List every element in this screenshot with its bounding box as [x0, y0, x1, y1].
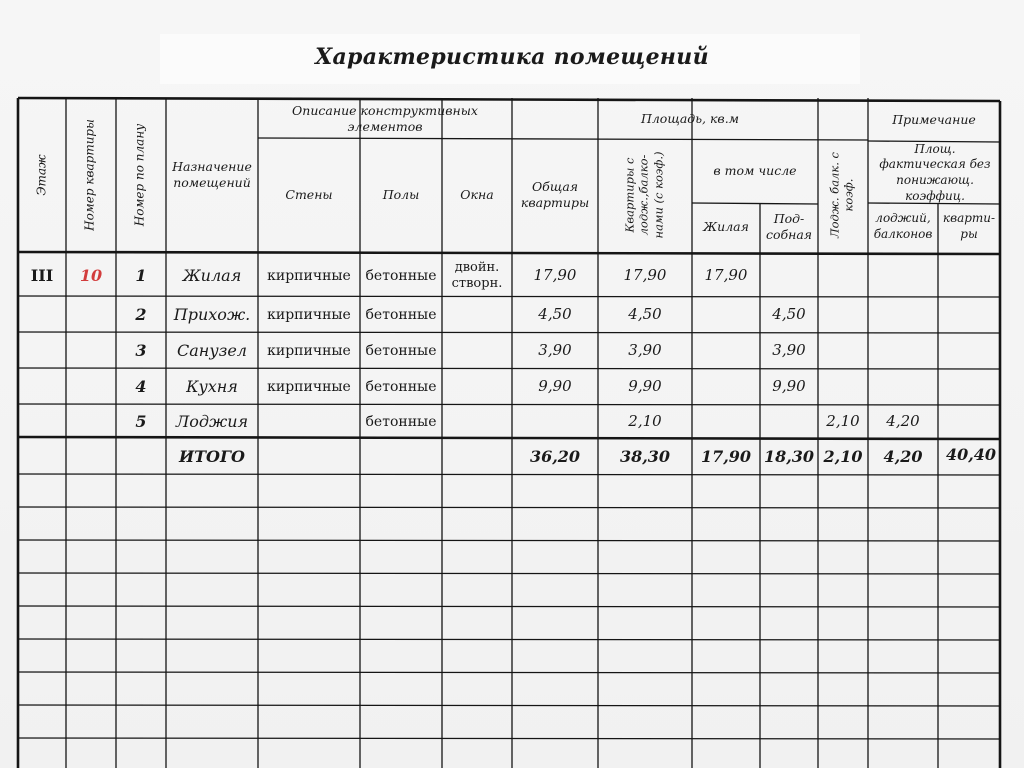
cell-floor: [18, 298, 66, 332]
row-line: [18, 296, 1000, 297]
header-apartments: кварти- ры: [942, 211, 996, 241]
cell-living: [692, 298, 760, 332]
cell-room: Прихож.: [173, 304, 251, 324]
header-with-loggia: Квартиры с лодж.,балко- нами (с коэф.): [622, 151, 666, 239]
header-purpose: Назначение помещений: [172, 158, 252, 190]
cell-aux: 4,50: [772, 305, 806, 324]
cell-with-loggia: 17,90: [623, 266, 667, 285]
row-line: [18, 738, 1000, 739]
cell-aux: 9,90: [772, 377, 806, 396]
totals-total: 36,20: [529, 446, 581, 466]
cell-apartment-no: [66, 298, 116, 332]
row-line: [18, 404, 1000, 405]
totals-actual-apt: 40,40: [945, 444, 997, 464]
cell-actual-loggia: [868, 370, 938, 404]
cell-total: [512, 406, 598, 438]
cell-floors: бетонные: [365, 378, 437, 395]
cell-actual-loggia: [868, 298, 938, 332]
cell-actual-apt: [938, 298, 1000, 332]
totals-label: ИТОГО: [179, 446, 245, 466]
cell-floor: III: [30, 265, 54, 285]
header-apartment-no: Номер квартиры: [82, 119, 97, 231]
row-line: [18, 705, 1000, 706]
cell-living: [692, 406, 760, 438]
header-bottom: [18, 252, 1000, 254]
header-construction: Описание конструктивных элементов: [292, 102, 478, 134]
cell-loggia: [818, 298, 868, 332]
cell-living: [692, 370, 760, 404]
cell-walls: кирпичные: [267, 306, 351, 323]
cell-floors: бетонные: [365, 267, 437, 284]
row-line: [18, 573, 1000, 574]
row-line: [18, 332, 1000, 333]
cell-room: Жилая: [182, 265, 242, 285]
cell-total: 3,90: [538, 341, 572, 360]
totals-actual-loggia: 4,20: [883, 446, 923, 466]
totals-aux: 18,30: [763, 446, 815, 466]
cell-with-loggia: 4,50: [628, 305, 662, 324]
cell-total: 9,90: [538, 377, 572, 396]
header-windows: Окна: [460, 186, 494, 202]
header-living: Жилая: [703, 218, 749, 234]
header-actual-area: Площ. фактическая без понижающ. коэффиц.: [879, 141, 991, 203]
cell-actual-loggia: [868, 256, 938, 296]
cell-plan-no: 2: [135, 304, 147, 324]
cell-windows: [442, 298, 512, 332]
cell-living: 17,90: [704, 266, 748, 285]
cell-loggia: [818, 334, 868, 368]
cell-plan-no: 3: [135, 340, 147, 360]
cell-walls: кирпичные: [267, 378, 351, 395]
cell-room: Лоджия: [175, 411, 249, 431]
cell-aux: [760, 406, 818, 438]
cell-apartment-no: [66, 370, 116, 404]
cell-aux: [760, 256, 818, 296]
cell-actual-loggia: [868, 334, 938, 368]
totals-loggia: 2,10: [823, 446, 863, 466]
cell-actual-apt: [938, 370, 1000, 404]
cell-floors: бетонные: [365, 342, 437, 359]
cell-total: 17,90: [533, 266, 577, 285]
row-line: [18, 507, 1000, 508]
cell-plan-no: 5: [135, 411, 147, 431]
cell-floors: бетонные: [365, 413, 437, 430]
cell-windows: [442, 370, 512, 404]
cell-actual-apt: [938, 256, 1000, 296]
cell-windows: двойн. створн.: [451, 259, 503, 291]
header-floors: Полы: [382, 186, 420, 202]
row-line: [18, 606, 1000, 607]
cell-walls: кирпичные: [267, 267, 351, 284]
header-loggias-balconies: лоджий, балконов: [873, 211, 933, 241]
cell-apartment-no: [66, 334, 116, 368]
cell-windows: [442, 334, 512, 368]
cell-walls: [258, 406, 360, 438]
header-walls: Стены: [285, 186, 333, 202]
cell-plan-no: 1: [135, 265, 147, 285]
header-floor: Этаж: [34, 154, 49, 196]
cell-total: 4,50: [538, 305, 572, 324]
cell-floor: [18, 406, 66, 438]
cell-walls: кирпичные: [267, 342, 351, 359]
header-auxiliary: Под- собная: [765, 210, 813, 242]
cell-floor: [18, 334, 66, 368]
cell-loggia: 2,10: [826, 412, 860, 431]
header-total-apartment: Общая квартиры: [520, 178, 590, 210]
cell-with-loggia: 9,90: [628, 377, 662, 396]
cell-floor: [18, 370, 66, 404]
row-line: [18, 368, 1000, 369]
cell-floors: бетонные: [365, 306, 437, 323]
cell-aux: 3,90: [772, 341, 806, 360]
cell-with-loggia: 3,90: [628, 341, 662, 360]
header-plan-no: Номер по плану: [132, 123, 147, 227]
cell-with-loggia: 2,10: [628, 412, 662, 431]
cell-loggia: [818, 256, 868, 296]
cell-apartment-no: [66, 406, 116, 438]
cell-room: Кухня: [186, 376, 238, 396]
cell-apartment-no: 10: [79, 265, 103, 285]
totals-with-loggia: 38,30: [619, 446, 671, 466]
header-area: Площадь, кв.м: [640, 110, 740, 126]
header-including: в том числе: [713, 162, 797, 178]
header-loggia-coef: Лодж. балк. с коэф.: [827, 152, 856, 239]
cell-actual-apt: [938, 334, 1000, 368]
totals-living: 17,90: [700, 446, 752, 466]
cell-room: Санузел: [177, 340, 247, 360]
row-line: [18, 639, 1000, 640]
row-line: [18, 672, 1000, 673]
cell-plan-no: 4: [135, 376, 147, 396]
document-title: Характеристика помещений: [315, 44, 709, 70]
row-line: [18, 474, 1000, 475]
row-line: [18, 540, 1000, 541]
cell-actual-loggia: 4,20: [886, 412, 920, 431]
cell-loggia: [818, 370, 868, 404]
cell-actual-apt: [938, 406, 1000, 438]
cell-windows: [442, 406, 512, 438]
header-note: Примечание: [892, 111, 976, 127]
cell-living: [692, 334, 760, 368]
